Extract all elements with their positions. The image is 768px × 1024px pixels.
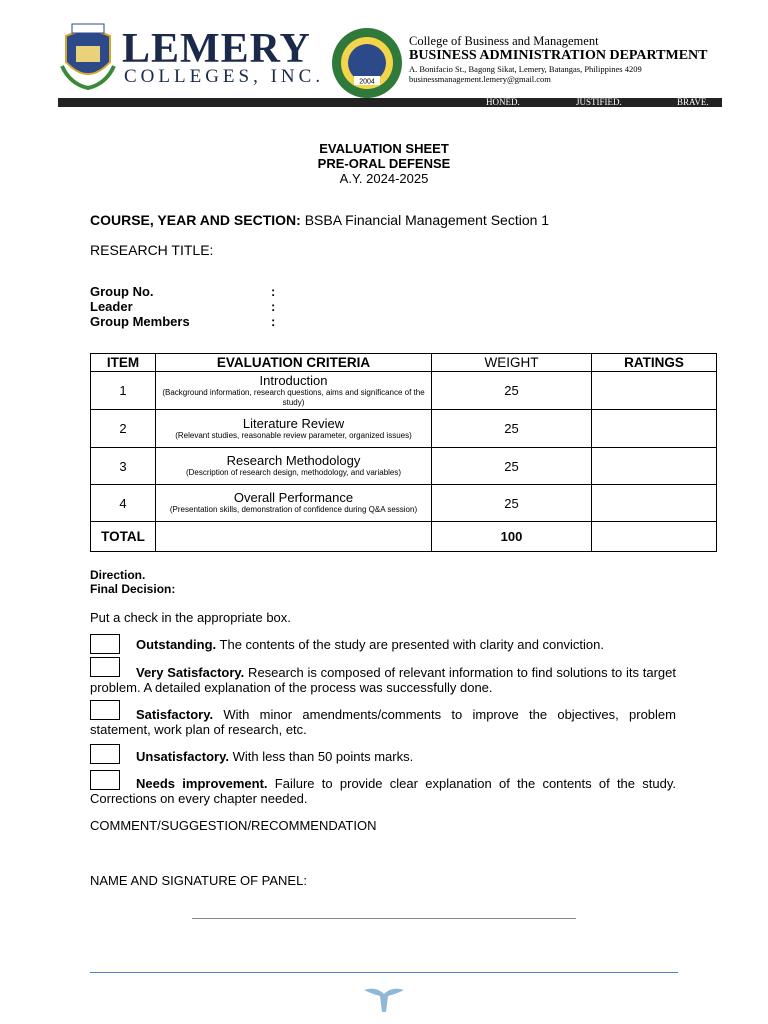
criteria-desc: (Relevant studies, reasonable review parameter, organized issues) bbox=[175, 430, 412, 440]
group-no-colon: : bbox=[271, 284, 276, 299]
criteria-title: Literature Review bbox=[242, 415, 345, 431]
option-text: With less than 50 points marks. bbox=[228, 749, 414, 764]
criteria-desc: (Presentation skills, demonstration of confidence during Q&A session) bbox=[169, 505, 418, 514]
option-needs-improvement bbox=[90, 776, 676, 806]
signature-label: NAME AND SIGNATURE OF PANEL: bbox=[90, 873, 307, 888]
leader-colon: : bbox=[271, 299, 276, 314]
option-text: Failure to provide clear explanation of the contents of the study. Corrections on every chapter needed. bbox=[90, 776, 677, 806]
total-rating-cell[interactable] bbox=[592, 522, 717, 552]
table-row bbox=[91, 410, 717, 448]
option-label: Unsatisfactory. bbox=[136, 749, 229, 764]
course-value: BSBA Financial Management Section 1 bbox=[300, 212, 550, 228]
table-header-row bbox=[91, 354, 717, 372]
criteria-desc: (Background information, research questions, aims and significance of the study) bbox=[162, 387, 425, 407]
option-text: Research is composed of relevant information to find solutions to its target problem. A detailed explanation of the process was successfully done. bbox=[90, 665, 676, 695]
criteria-desc: (Description of research design, methodology, and variables) bbox=[185, 468, 402, 477]
motto-brave: BRAVE. bbox=[677, 97, 709, 107]
option-text: The contents of the study are presented with clarity and conviction. bbox=[216, 637, 604, 652]
table-row bbox=[91, 485, 717, 522]
brand-name: LEMERY bbox=[122, 26, 311, 72]
weight-cell: 25 bbox=[432, 448, 592, 485]
header-item: ITEM bbox=[91, 354, 156, 372]
footer-line bbox=[90, 972, 678, 973]
option-text: With minor amendments/comments to improve the objectives, problem statement, work plan of research, etc. bbox=[90, 707, 676, 737]
criteria-cell bbox=[156, 448, 432, 485]
sheet-subtitle: PRE-ORAL DEFENSE bbox=[317, 156, 451, 171]
item-number: 1 bbox=[91, 372, 156, 410]
item-number: 2 bbox=[91, 410, 156, 448]
criteria-cell bbox=[156, 485, 432, 522]
leader-label: Leader bbox=[90, 299, 133, 314]
lemery-colleges-logo bbox=[58, 22, 118, 90]
members-label: Group Members bbox=[90, 314, 190, 329]
brand-subtitle: COLLEGES, INC. bbox=[124, 66, 325, 87]
signature-line bbox=[192, 918, 576, 919]
criteria-title: Introduction bbox=[259, 372, 328, 388]
rating-cell[interactable] bbox=[592, 410, 717, 448]
option-label: Very Satisfactory. bbox=[136, 665, 245, 680]
members-colon: : bbox=[271, 314, 276, 329]
direction-label: Direction. bbox=[90, 568, 146, 582]
course-line bbox=[90, 212, 549, 228]
total-label: TOTAL bbox=[91, 522, 156, 552]
motto-justified: JUSTIFIED. bbox=[576, 97, 622, 107]
item-number: 3 bbox=[91, 448, 156, 485]
header-weight: WEIGHT bbox=[432, 354, 592, 372]
option-label: Satisfactory. bbox=[136, 707, 214, 722]
address bbox=[409, 64, 642, 84]
seal-year: 2004 bbox=[359, 78, 375, 86]
motto-honed: HONED. bbox=[486, 97, 520, 107]
sheet-title: EVALUATION SHEET bbox=[319, 141, 449, 156]
table-row bbox=[91, 448, 717, 485]
course-label: COURSE, YEAR AND SECTION: bbox=[90, 212, 301, 228]
research-title-label: RESEARCH TITLE: bbox=[90, 242, 214, 258]
header-criteria: EVALUATION CRITERIA bbox=[156, 354, 432, 372]
total-weight: 100 bbox=[432, 522, 592, 552]
department-name: BUSINESS ADMINISTRATION DEPARTMENT bbox=[409, 48, 708, 63]
academic-year: A.Y. 2024-2025 bbox=[339, 171, 429, 186]
header-ratings: RATINGS bbox=[592, 354, 717, 372]
email-line: businessmanagement.lemery@gmail.com bbox=[409, 74, 551, 84]
address-line: A. Bonifacio St., Bagong Sikat, Lemery, Batangas, Philippines 4209 bbox=[409, 64, 642, 74]
weight-cell: 25 bbox=[432, 410, 592, 448]
criteria-title: Overall Performance bbox=[233, 490, 354, 505]
rating-cell[interactable] bbox=[592, 485, 717, 522]
option-label: Outstanding. bbox=[136, 637, 217, 652]
college-name: College of Business and Management bbox=[409, 34, 599, 48]
group-no-label: Group No. bbox=[90, 284, 154, 299]
criteria-cell bbox=[156, 410, 432, 448]
option-unsatisfactory bbox=[90, 749, 676, 764]
department-seal bbox=[330, 26, 404, 100]
option-label: Needs improvement. bbox=[136, 776, 268, 791]
option-very-satisfactory bbox=[90, 665, 676, 695]
criteria-cell bbox=[156, 372, 432, 410]
total-row bbox=[91, 522, 717, 552]
option-satisfactory bbox=[90, 707, 676, 737]
instruction-text: Put a check in the appropriate box. bbox=[90, 610, 291, 625]
criteria-title: Research Methodology bbox=[226, 453, 361, 468]
total-criteria-cell bbox=[156, 522, 432, 552]
comment-label: COMMENT/SUGGESTION/RECOMMENDATION bbox=[90, 818, 377, 833]
table-row bbox=[91, 372, 717, 410]
evaluation-table bbox=[90, 353, 717, 552]
rating-cell[interactable] bbox=[592, 372, 717, 410]
final-decision-label: Final Decision: bbox=[90, 582, 176, 596]
weight-cell: 25 bbox=[432, 372, 592, 410]
item-number: 4 bbox=[91, 485, 156, 522]
weight-cell: 25 bbox=[432, 485, 592, 522]
option-outstanding bbox=[90, 637, 676, 652]
header-band bbox=[58, 98, 722, 107]
footer-bird-icon bbox=[362, 982, 406, 1016]
rating-cell[interactable] bbox=[592, 448, 717, 485]
